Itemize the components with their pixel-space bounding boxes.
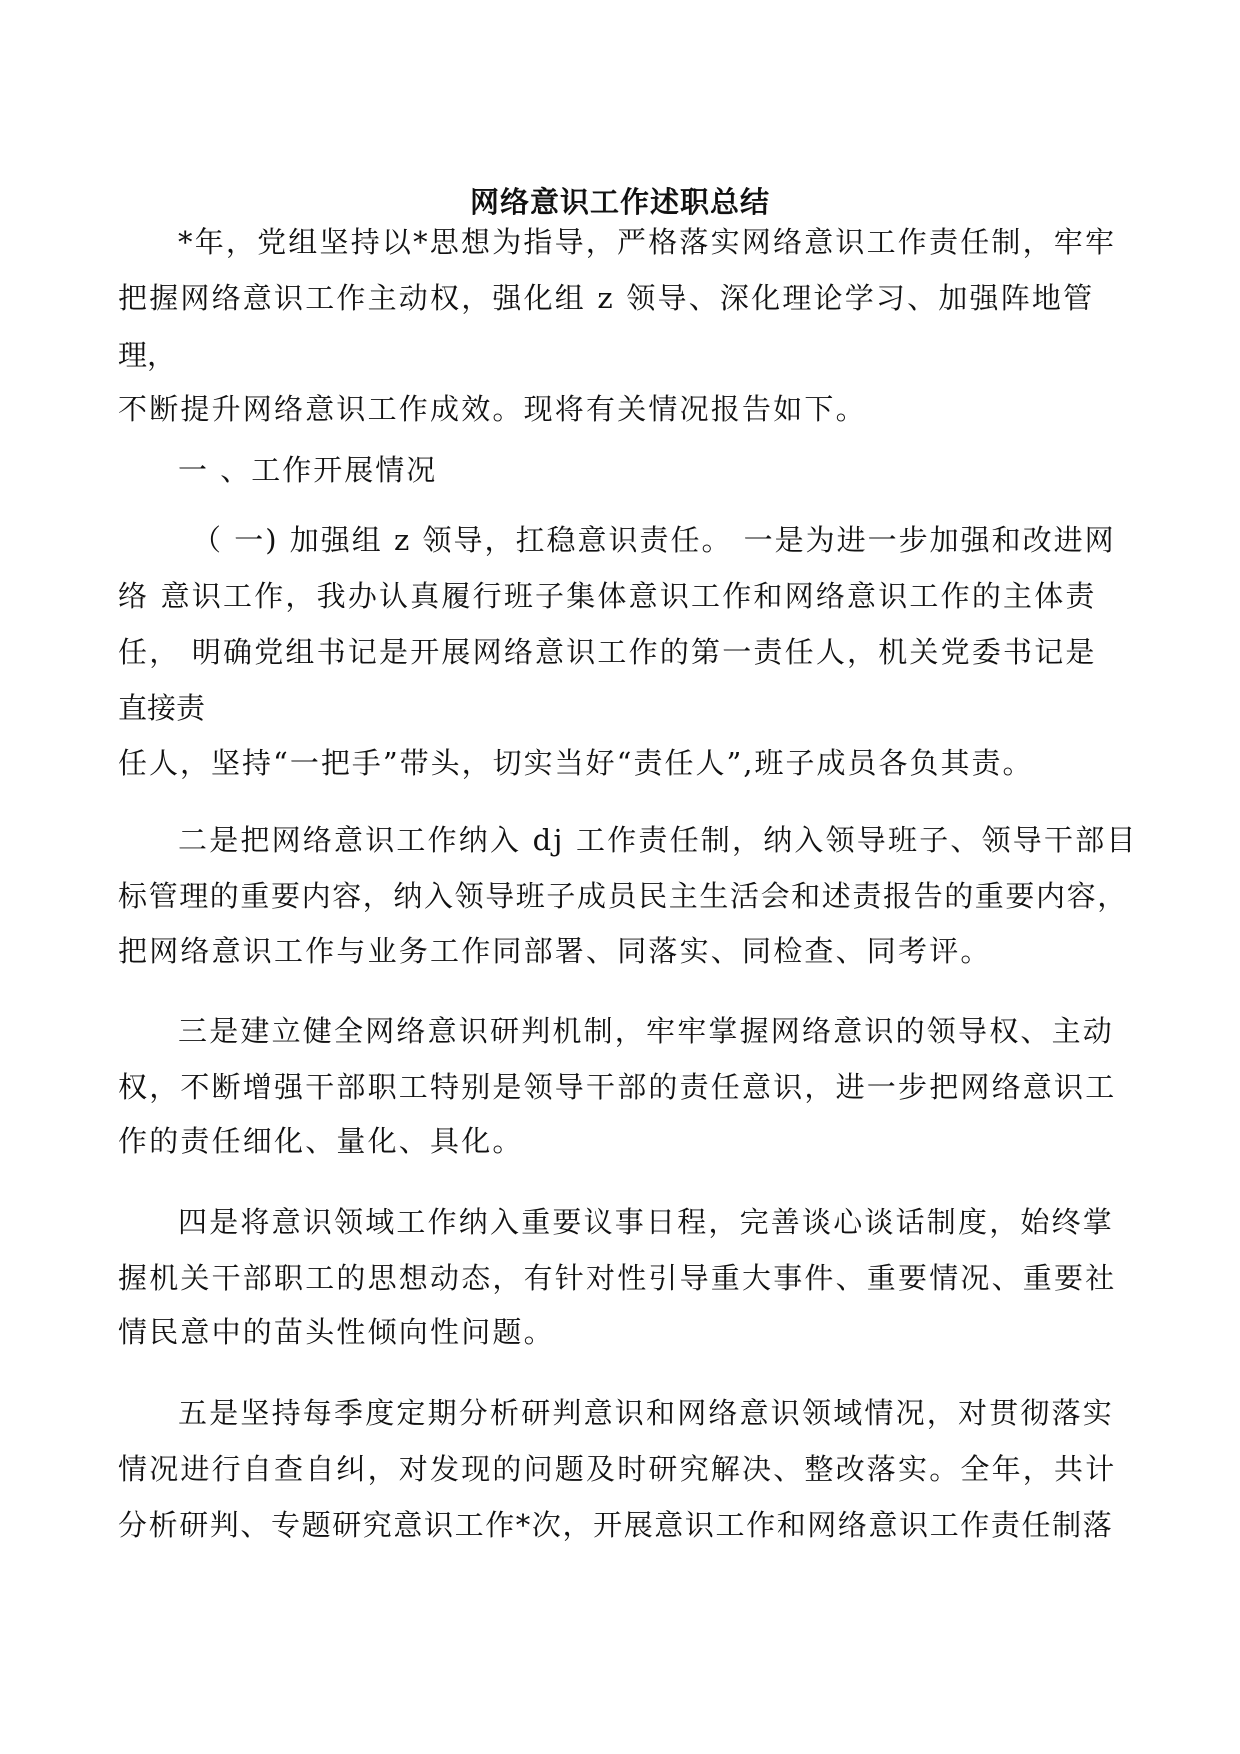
body-line: 理，	[118, 338, 177, 372]
body-line: 权，不断增强干部职工特别是领导干部的责任意识，进一步把网络意识工	[118, 1070, 1117, 1104]
document-title: 网络意识工作述职总结	[469, 185, 770, 219]
body-line: 二是把网络意识工作纳入 dj 工作责任制，纳入领导班子、领导干部目	[178, 823, 1138, 857]
body-line: 任， 明确党组书记是开展网络意识工作的第一责任人，机关党委书记是	[118, 635, 1097, 669]
body-line: 把握网络意识工作主动权，强化组 z 领导、深化理论学习、加强阵地管	[118, 281, 1095, 315]
body-line: 分析研判、专题研究意识工作*次，开展意识工作和网络意识工作责任制落	[118, 1508, 1114, 1542]
section-heading: 一 、工作开展情况	[178, 453, 438, 487]
body-line: 不断提升网络意识工作成效。现将有关情况报告如下。	[118, 392, 867, 426]
body-line: （ 一) 加强组 z 领导，扛稳意识责任。 一是为进一步加强和改进网	[192, 523, 1116, 557]
body-line: 标管理的重要内容，纳入领导班子成员民主生活会和述责报告的重要内容，	[118, 879, 1128, 913]
body-line: 络 意识工作，我办认真履行班子集体意识工作和网络意识工作的主体责	[118, 579, 1097, 613]
body-line: 四是将意识领域工作纳入重要议事日程，完善谈心谈话制度，始终掌	[178, 1205, 1115, 1239]
body-line: 五是坚持每季度定期分析研判意识和网络意识领域情况，对贯彻落实	[178, 1396, 1115, 1430]
body-line: 三是建立健全网络意识研判机制，牢牢掌握网络意识的领导权、主动	[178, 1014, 1115, 1048]
body-line: 任人，坚持“一把手”带头，切实当好“责任人”,班子成员各负其责。	[118, 746, 1034, 780]
body-line: 直接责	[118, 691, 206, 725]
body-line: 情民意中的苗头性倾向性问题。	[118, 1315, 555, 1349]
body-line: 握机关干部职工的思想动态，有针对性引导重大事件、重要情况、重要社	[118, 1261, 1117, 1295]
body-line: 作的责任细化、量化、具化。	[118, 1124, 524, 1158]
body-line: 情况进行自查自纠，对发现的问题及时研究解决、整改落实。全年，共计	[118, 1452, 1117, 1486]
body-line: 把网络意识工作与业务工作同部署、同落实、同检查、同考评。	[118, 934, 992, 968]
body-line: *年，党组坚持以*思想为指导，严格落实网络意识工作责任制，牢牢	[178, 225, 1117, 259]
